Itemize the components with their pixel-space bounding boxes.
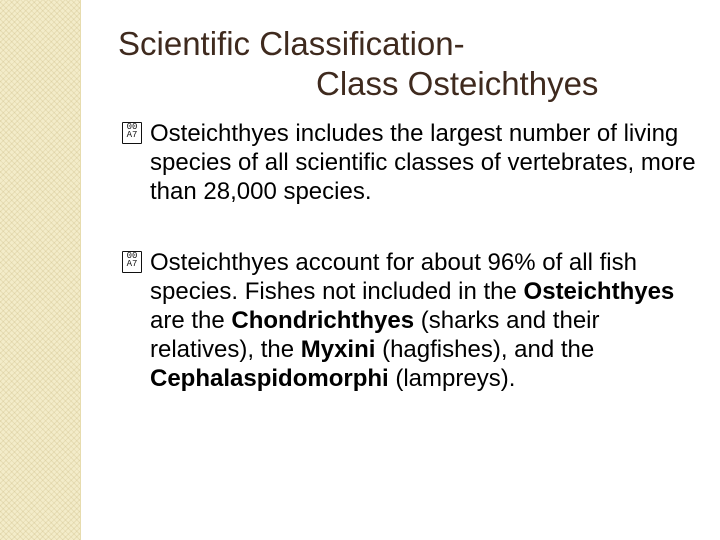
bullet-bold-term: Myxini [300,336,376,363]
bullet-text-part: (hagfishes), and the [375,336,595,363]
decorative-side-band [0,0,81,540]
bullet-text-part: are the [150,307,232,334]
bullet-item-fish-groups [122,248,707,393]
bullet-text-part: (lampreys). [388,365,516,392]
title-line-1: Scientific Classification- [118,25,465,62]
bullet-bold-term: Osteichthyes [523,278,675,305]
bullet-item-species-count [122,119,707,206]
bullet-text: Osteichthyes includes the largest number of living species of all scientific classes of vertebrates, more than 28,000 species. [150,120,696,205]
bullet-text-part: (sharks and their relatives), the [150,307,600,363]
bullet-text-part: Osteichthyes account for about 96% of all fish species. Fishes not included in the [150,249,637,305]
bullet-bold-term: Chondrichthyes [231,307,415,334]
missing-glyph-icon: 00 A7 [122,251,142,273]
title-line-2: Class Osteichthyes [316,64,599,102]
bullet-list [122,119,707,393]
bullet-bold-term: Cephalaspidomorphi [150,365,389,392]
slide-title [118,24,698,103]
missing-glyph-icon: 00 A7 [122,122,142,144]
